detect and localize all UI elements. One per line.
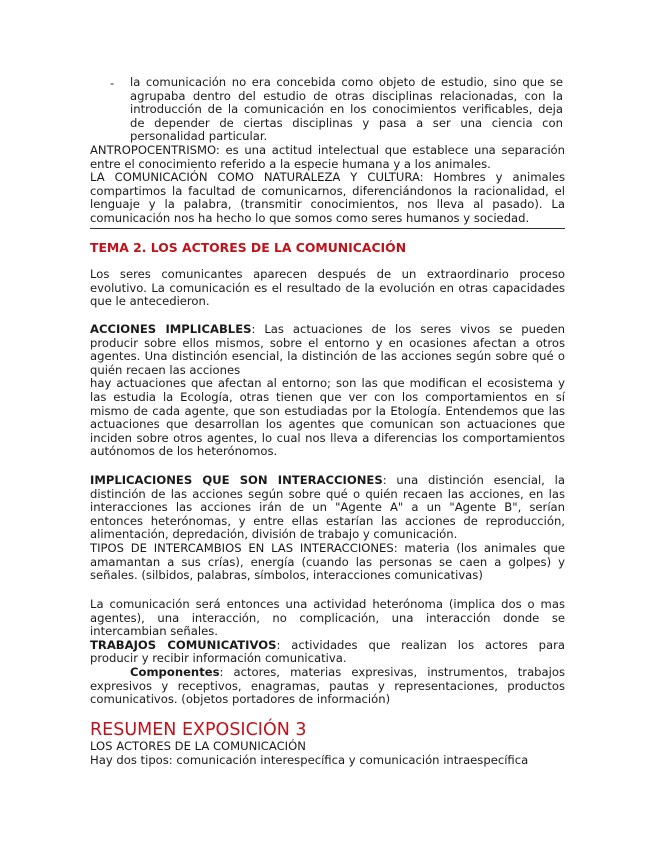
resumen-section <box>90 720 565 767</box>
bullet-text: la comunicación no era concebida como objeto de estudio, sino que se agrupaba dentro del estudio de otras disciplinas relacionadas, con la introducción de la comunicación en los conocimientos verificables, deja de depender de ciertas disciplinas y pasa a ser una ciencia con personalidad particular. <box>130 75 563 144</box>
tema2-heading <box>90 240 565 255</box>
tipos-text: TIPOS DE INTERCAMBIOS EN LAS INTERACCIONES: materia (los animales que amamantan a sus crías), energía (cuando las personas se caen a golpes) y señales. (silbidos, palabras, símbolos, interacciones comunicativas) <box>90 540 565 583</box>
trabajos-text <box>90 639 565 666</box>
tema2-heading-text: TEMA 2. LOS ACTORES DE LA COMUNICACIÓN <box>90 240 407 255</box>
trabajos-body: : actividades que realizan los actores para producir y recibir información comunicativa. <box>90 637 566 666</box>
antropocentrismo-paragraph <box>90 144 565 226</box>
resumen-heading: RESUMEN EXPOSICIÓN 3 <box>90 720 307 740</box>
section-divider <box>90 228 565 229</box>
intro-paragraph <box>90 268 565 309</box>
heteronoma-paragraph <box>90 598 565 707</box>
implicaciones-text <box>90 474 565 542</box>
componentes-term: Componentes <box>130 664 220 679</box>
implicaciones-body: : una distinción esencial, la distinción de las acciones según sobre qué o quién recaen las acciones, en las interacciones las acciones irán de un "Agente A" a un "Agente B", serían entonces heterónomas, y entre ellas estarían las acciones de reproducción, alimentación, depredación, división de trabajo y comunicación. <box>90 473 566 542</box>
bullet-marker: - <box>110 76 115 90</box>
acciones-paragraph <box>90 323 565 459</box>
actores-line: LOS ACTORES DE LA COMUNICACIÓN <box>90 739 306 753</box>
componentes-text <box>90 666 565 707</box>
acciones-term: ACCIONES IMPLICABLES <box>90 322 252 336</box>
bullet-item <box>110 76 563 144</box>
intro-text: Los seres comunicantes aparecen después de un extraordinario proceso evolutivo. La comunicación es el resultado de la evolución en otras capacidades que le antecedieron. <box>90 267 565 309</box>
tipos-line: Hay dos tipos: comunicación interespecífica y comunicación intraespecífica <box>90 752 529 767</box>
implicaciones-term: IMPLICACIONES QUE SON INTERACCIONES <box>90 473 383 487</box>
trabajos-term: TRABAJOS COMUNICATIVOS <box>90 637 277 652</box>
naturaleza-text: LA COMUNICACIÓN COMO NATURALEZA Y CULTURA: Hombres y animales compartimos la facultad de comunicarnos, diferenciándonos la racionalidad, el lenguaje y la palabra, (transmitir conocimientos, nos lleva al pasado). La comunicación nos ha hecho lo que somos como seres humanos y sociedad. <box>90 170 565 225</box>
implicaciones-paragraph <box>90 474 565 583</box>
antropocentrismo-text: ANTROPOCENTRISMO: es una actitud intelectual que establece una separación entre el conocimiento referido a la especie humana y a los animales. <box>90 143 565 171</box>
acciones-body: : Las actuaciones de los seres vivos se pueden producir sobre ellos mismos, sobre el entorno y en ocasiones afectan a otros agentes. Una distinción esencial, la distinción de las acciones según sobre qué o quién recaen las acciones <box>90 322 565 377</box>
heteronoma-text: La comunicación será entonces una actividad heterónoma (implica dos o mas agentes), una interacción, no complicación, una interacción donde se intercambian señales. <box>90 597 565 639</box>
componentes-body: : actores, materias expresivas, instrumentos, trabajos expresivos y receptivos, enagramas, pautas y representaciones, productos comunicativos. (objetos portadores de información) <box>90 664 565 707</box>
acciones-text <box>90 323 565 377</box>
acciones-continuation: hay actuaciones que afectan al entorno; son las que modifican el ecosistema y las estudia la Ecología, otras tienen que ver con los comportamientos en sí mismo de cada agente, que son estudiadas por la Etología. Entendemos que las actuaciones que desarrollan los agentes que comunican son actuaciones que inciden sobre otros agentes, lo cual nos lleva a diferencias los comportamientos autónomos de los heterónomos. <box>90 376 565 459</box>
